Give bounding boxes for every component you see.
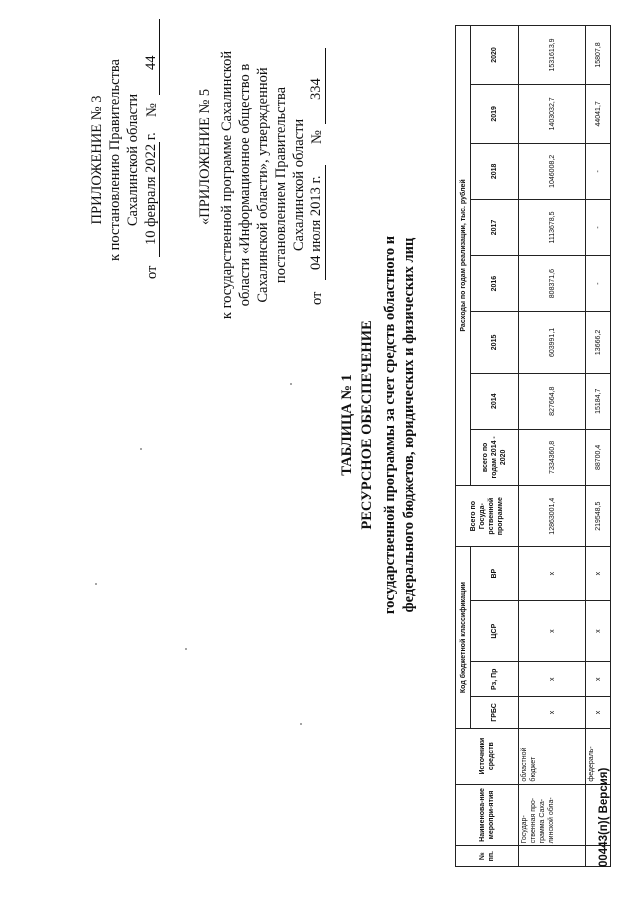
cell-total-years: 7334360,8 xyxy=(519,429,586,485)
cell-year-value: - xyxy=(586,143,611,199)
cell-total-program: 219548,5 xyxy=(586,485,611,546)
cell-vr: х xyxy=(586,547,611,600)
header-year: 2016 xyxy=(471,256,519,312)
row-num xyxy=(519,846,586,867)
annex-5-line2: области «Информационное общество в xyxy=(237,63,253,307)
cell-grbs: х xyxy=(586,697,611,729)
cell-year-value: 827664,8 xyxy=(519,373,586,429)
cell-vr: х xyxy=(519,547,586,600)
cell-year-value: 15807,8 xyxy=(586,26,611,85)
table-header-row-1 xyxy=(456,26,471,867)
appendix-3-date: 10 февраля 2022 г. xyxy=(143,132,159,245)
header-year: 2015 xyxy=(471,312,519,373)
resource-subtitle-2: федерального бюджетов, юридических и физических лиц xyxy=(401,237,417,613)
appendix-3-ot: от xyxy=(144,265,160,279)
annex-5-line1: к государственной программе Сахалинской xyxy=(219,50,235,320)
header-rz-pr: Рз, Пр xyxy=(471,662,519,697)
annex-5-num-label: № xyxy=(309,130,325,144)
header-total-program: Всего по Госуда-рственной программе xyxy=(456,485,519,546)
row-source: федераль- xyxy=(586,728,611,784)
header-name: Наименова-ние меропри-ятия xyxy=(456,784,519,846)
header-year: 2018 xyxy=(471,143,519,199)
annex-5-ot: от xyxy=(309,291,325,305)
annex-5-title: «ПРИЛОЖЕНИЕ № 5 xyxy=(197,88,213,225)
annex-5-date: 04 июля 2013 г. xyxy=(308,175,324,270)
cell-year-value: 1531613,9 xyxy=(519,26,586,85)
table-row xyxy=(586,26,611,867)
resource-table xyxy=(455,25,611,867)
cell-rz-pr: х xyxy=(586,662,611,697)
cell-csr: х xyxy=(519,600,586,661)
cell-total-years: 88700,4 xyxy=(586,429,611,485)
annex-5-line5: Сахалинской области xyxy=(291,118,307,252)
cell-year-value: 808371,6 xyxy=(519,256,586,312)
cell-year-value: 13666,2 xyxy=(586,312,611,373)
cell-csr: х xyxy=(586,600,611,661)
cell-rz-pr: х xyxy=(519,662,586,697)
row-source: областной бюджет xyxy=(519,728,586,784)
appendix-3-num-label: № xyxy=(144,103,160,117)
header-year: 2020 xyxy=(471,26,519,85)
cell-year-value: - xyxy=(586,199,611,255)
scan-speck xyxy=(300,723,302,725)
cell-year-value: 1046008,2 xyxy=(519,143,586,199)
header-source: Источники средств xyxy=(456,728,519,784)
header-year: 2017 xyxy=(471,199,519,255)
header-num: № пп. xyxy=(456,846,519,867)
appendix-3-line1: к постановлению Правительства xyxy=(107,59,123,261)
header-year: 2014 xyxy=(471,373,519,429)
header-expenses-by-year: Расходы по годам реализации, тыс. рублей xyxy=(456,26,471,486)
cell-year-value: 1113678,5 xyxy=(519,199,586,255)
row-name: Государ-ственная про-грамма Саха-линской обла- xyxy=(519,784,586,846)
annex-5-number: 334 xyxy=(308,78,324,100)
header-year: 2019 xyxy=(471,84,519,143)
version-footer: 00443(п)( Версия) xyxy=(598,767,610,867)
appendix-3-number: 44 xyxy=(143,55,159,70)
cell-year-value: 603991,1 xyxy=(519,312,586,373)
header-total-years: всего по годам 2014 - 2020 xyxy=(471,429,519,485)
header-csr: ЦСР xyxy=(471,600,519,661)
cell-grbs: х xyxy=(519,697,586,729)
scan-speck xyxy=(290,383,292,385)
table-number-heading: ТАБЛИЦА № 1 xyxy=(339,374,355,476)
header-grbs: ГРБС xyxy=(471,697,519,729)
table-row xyxy=(519,26,586,867)
resource-title: РЕСУРСНОЕ ОБЕСПЕЧЕНИЕ xyxy=(359,320,375,530)
cell-total-program: 12863001,4 xyxy=(519,485,586,546)
scan-speck xyxy=(185,648,187,650)
cell-year-value: 44041,7 xyxy=(586,84,611,143)
scan-speck xyxy=(140,448,142,450)
cell-year-value: - xyxy=(586,256,611,312)
appendix-3-title: ПРИЛОЖЕНИЕ № 3 xyxy=(89,95,105,225)
cell-year-value: 1403032,7 xyxy=(519,84,586,143)
annex-5-line4: постановлением Правительства xyxy=(273,86,289,284)
scan-speck xyxy=(95,583,97,585)
header-budget-code: Код бюджетной классификации xyxy=(456,547,471,728)
annex-5-line3: Сахалинской области», утвержденной xyxy=(255,67,271,303)
cell-year-value: 15184,7 xyxy=(586,373,611,429)
header-vr: ВР xyxy=(471,547,519,600)
resource-subtitle-1: государственной программы за счет средств областного и xyxy=(382,235,398,615)
appendix-3-line2: Сахалинской области xyxy=(125,93,141,227)
